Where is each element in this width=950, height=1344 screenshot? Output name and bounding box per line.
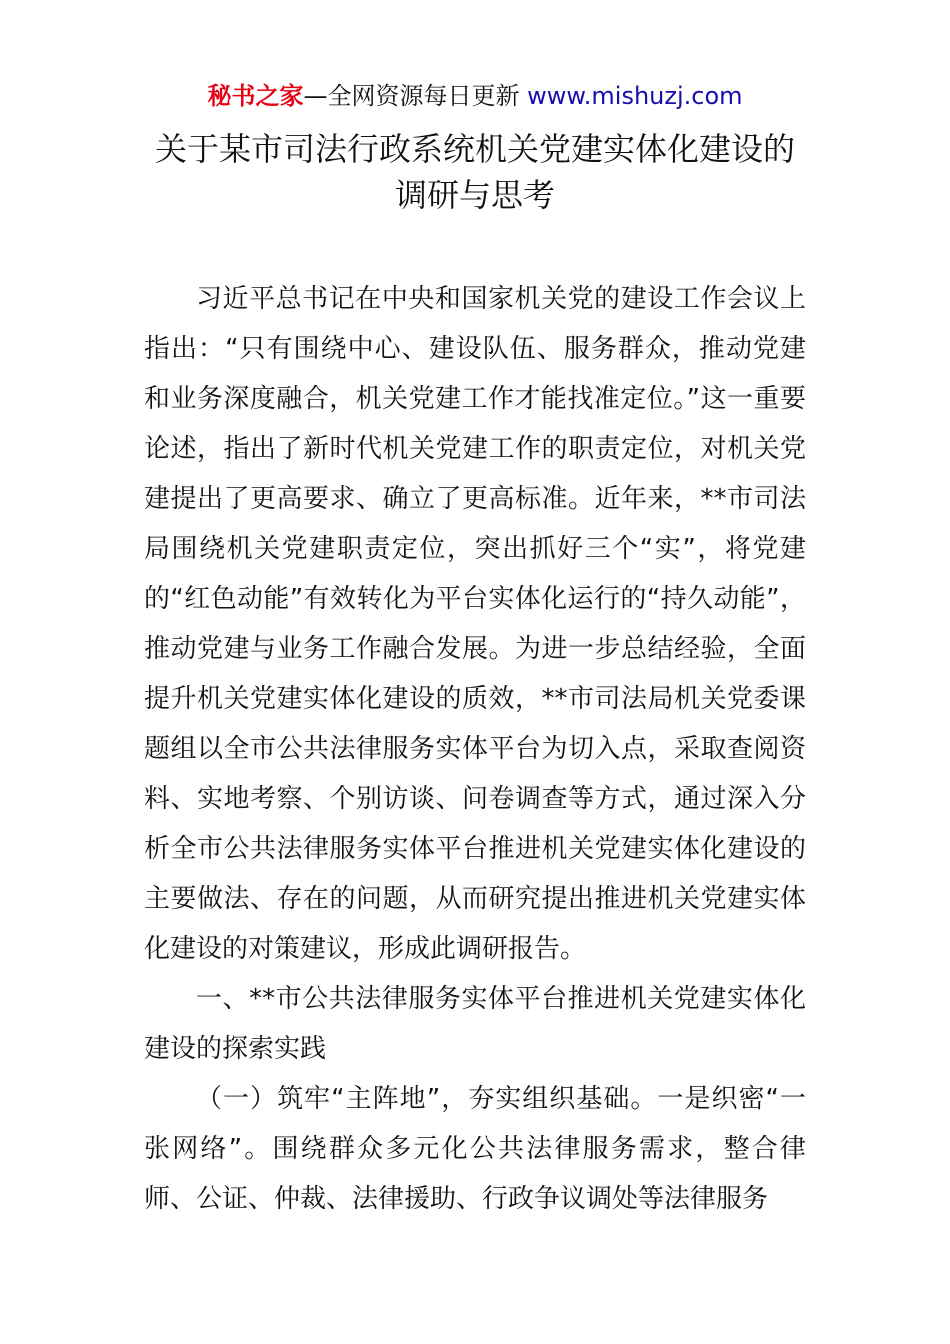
site-header [0, 80, 950, 112]
document-body [144, 274, 806, 1224]
site-tagline: —全网资源每日更新 [303, 82, 528, 110]
document-title [0, 126, 950, 218]
site-name: 秘书之家 [207, 82, 304, 110]
section-heading-1: 一、**市公共法律服务实体平台推进机关党建实体化建设的探索实践 [144, 984, 806, 1064]
paragraph-intro: 习近平总书记在中央和国家机关党的建设工作会议上指出：“只有围绕中心、建设队伍、服务群众，推动党建和业务深度融合，机关党建工作才能找准定位。”这一重要论述，指出了新时代机关党建工作的职责定位，对机关党建提出了更高要求、确立了更高标准。近年来，**市司法局围绕机关党建职责定位，突出抓好三个“实”，将党建的“红色动能”有效转化为平台实体化运行的“持久动能”，推动党建与业务工作融合发展。为进一步总结经验，全面提升机关党建实体化建设的质效，**市司法局机关党委课题组以全市公共法律服务实体平台为切入点，采取查阅资料、实地考察、个别访谈、问卷调查等方式，通过深入分析全市公共法律服务实体平台推进机关党建实体化建设的主要做法、存在的问题，从而研究提出推进机关党建实体化建设的对策建议，形成此调研报告。 [144, 284, 806, 964]
document-title-line-1: 关于某市司法行政系统机关党建实体化建设的 [154, 130, 795, 168]
site-url-link[interactable]: www.mishuzj.com [527, 82, 743, 110]
document-title-line-2: 调研与思考 [394, 176, 555, 214]
paragraph-subsection-1: （一）筑牢“主阵地”，夯实组织基础。一是织密“一张网络”。围绕群众多元化公共法律服务需求，整合律师、公证、仲裁、法律援助、行政争议调处等法律服务 [144, 1084, 806, 1214]
